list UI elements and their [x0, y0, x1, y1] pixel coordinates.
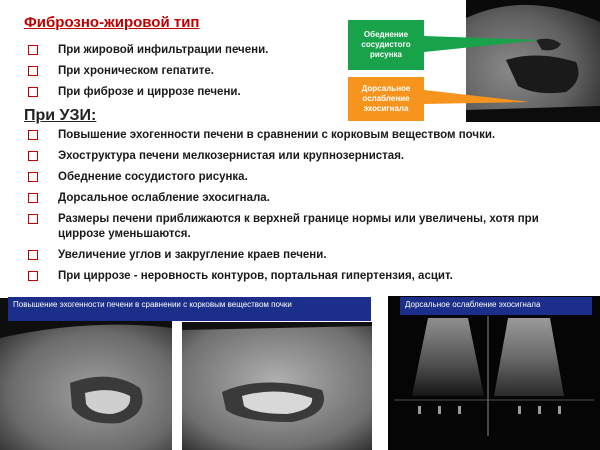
callout-vessel: Обеднение сосудистого рисунка — [348, 20, 424, 70]
list-item: При жировой инфильтрации печени. — [28, 43, 268, 58]
slide-title: Фиброзно-жировой тип — [24, 14, 200, 31]
section-title: При УЗИ: — [24, 107, 97, 124]
list-item: При фиброзе и циррозе печени. — [28, 85, 268, 100]
callout-dorsal: Дорсальное ослабление эхосигнала — [348, 77, 424, 121]
caption-echogenicity: Повышение эхогенности печени в сравнении с корковым веществом почки — [8, 297, 371, 321]
list-item: При хроническом гепатите. — [28, 64, 268, 79]
green-arrow-icon — [424, 36, 540, 52]
list-item: Эхоструктура печени мелкозернистая или крупнозернистая. — [28, 149, 558, 164]
ultrasound-image-left-2 — [182, 322, 372, 450]
list-item: Размеры печени приближаются к верхней границе нормы или увеличены, хотя при циррозе уменьшаются. — [28, 212, 558, 242]
orange-arrow-icon — [424, 90, 530, 104]
list-item: Увеличение углов и закругление краев печени. — [28, 248, 558, 263]
list-item: Дорсальное ослабление эхосигнала. — [28, 191, 558, 206]
list-item: Обеднение сосудистого рисунка. — [28, 170, 558, 185]
ultrasound-image-right — [388, 296, 600, 450]
list-item: При циррозе - неровность контуров, портальная гипертензия, асцит. — [28, 269, 558, 284]
list-item: Повышение эхогенности печени в сравнении с корковым веществом почки. — [28, 128, 558, 143]
caption-dorsal: Дорсальное ослабление эхосигнала — [400, 297, 592, 315]
